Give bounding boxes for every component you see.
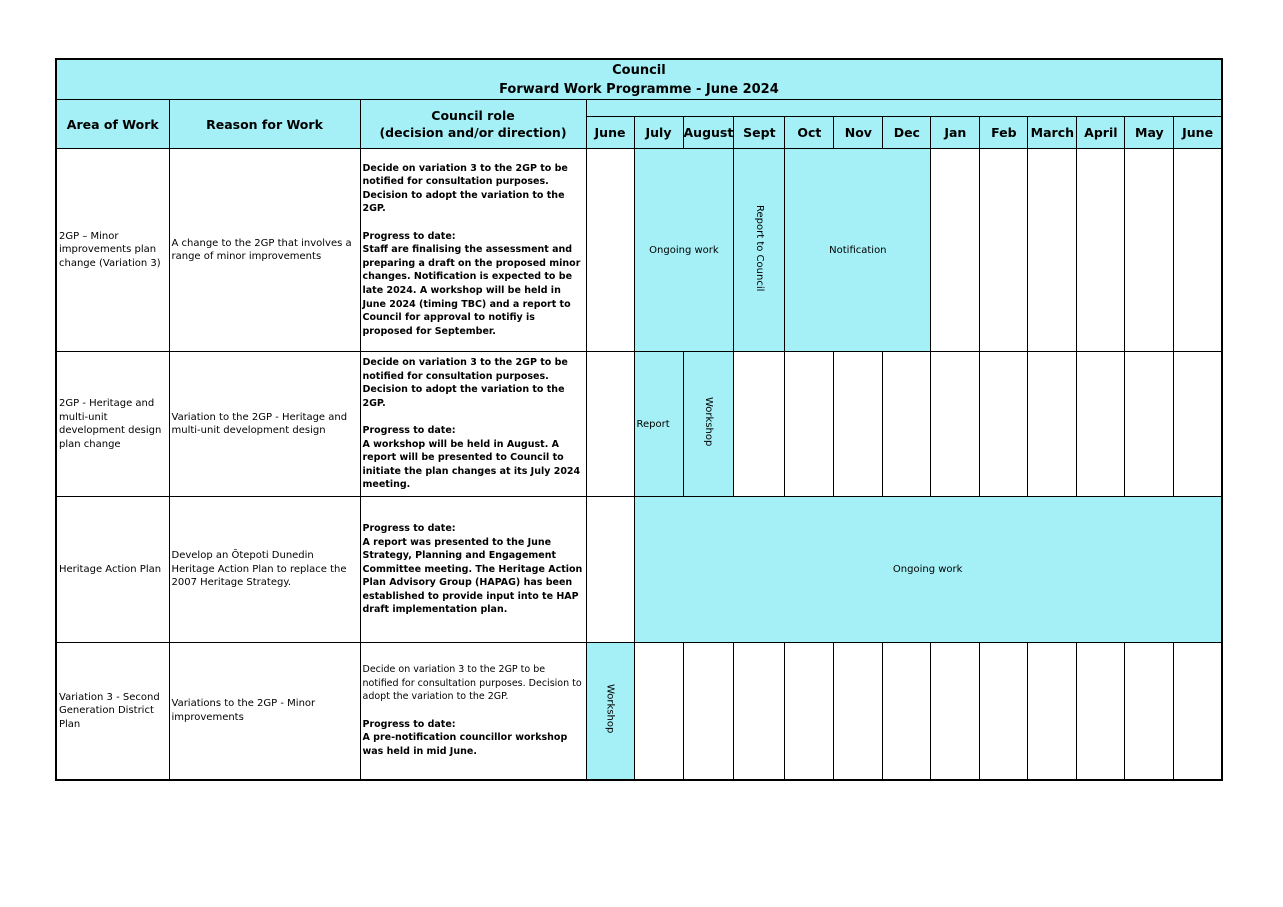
empty-month-cell — [1174, 149, 1222, 352]
forward-work-programme-table — [55, 58, 1223, 781]
progress-label: Progress to date: — [362, 230, 456, 242]
empty-month-cell — [683, 643, 734, 780]
title-line-1: Council — [612, 62, 666, 78]
empty-month-cell — [931, 149, 980, 352]
month-header: June — [1174, 117, 1222, 149]
progress-text: A report was presented to the June Strategy, Planning and Engagement Committee meeting. The Heritage Action Plan Advisory Group (HAPAG) has been established to provide input into te HAP draft implementation plan. — [362, 536, 583, 616]
month-header: Nov — [834, 117, 883, 149]
header-reason-for-work: Reason for Work — [169, 100, 360, 149]
empty-month-cell — [734, 643, 785, 780]
role-intro: Decide on variation 3 to the 2GP to be notified for consultation purposes. Decision to adopt the variation to the 2GP. — [362, 664, 582, 703]
month-header: August — [683, 117, 734, 149]
table-row — [56, 352, 1222, 497]
empty-month-cell — [883, 643, 931, 780]
month-header: April — [1077, 117, 1125, 149]
table-row — [56, 643, 1222, 780]
reason-for-work-cell: Develop an Ōtepoti Dunedin Heritage Action Plan to replace the 2007 Heritage Strategy. — [169, 497, 360, 643]
empty-month-cell — [734, 352, 785, 497]
report-to-council-bar — [734, 149, 785, 352]
empty-month-cell — [1125, 643, 1174, 780]
month-header: Sept — [734, 117, 785, 149]
empty-month-cell — [931, 352, 980, 497]
council-role-cell — [360, 149, 586, 352]
month-header-spacer — [586, 100, 1222, 117]
report-to-council-label: Report to Council — [753, 204, 765, 292]
table-row — [56, 149, 1222, 352]
empty-month-cell — [1077, 352, 1125, 497]
empty-month-cell — [785, 643, 834, 780]
header-council-role-line-2: (decision and/or direction) — [379, 125, 567, 140]
area-of-work-cell: Heritage Action Plan — [56, 497, 169, 643]
empty-month-cell — [931, 643, 980, 780]
council-role-cell — [360, 497, 586, 643]
empty-month-cell — [1028, 352, 1077, 497]
empty-month-cell — [785, 352, 834, 497]
month-header: July — [634, 117, 683, 149]
header-area-of-work: Area of Work — [56, 100, 169, 149]
progress-block — [363, 522, 584, 617]
empty-month-cell — [1174, 352, 1222, 497]
progress-text: A workshop will be held in August. A report will be presented to Council to initiate the plan changes at its July 2024 meeting. — [362, 438, 581, 491]
empty-month-cell — [1028, 149, 1077, 352]
empty-month-cell — [586, 497, 634, 643]
reason-for-work-cell: Variations to the 2GP - Minor improvements — [169, 643, 360, 780]
month-header: Oct — [785, 117, 834, 149]
empty-month-cell — [586, 352, 634, 497]
progress-text: Staff are finalising the assessment and preparing a draft on the proposed minor changes. Notification is expected to be late 2024. A workshop will be held in June 2024 (timing TBC) and a report to Council for approval to notifiy is proposed for September. — [362, 244, 581, 337]
empty-month-cell — [834, 352, 883, 497]
progress-label: Progress to date: — [362, 425, 456, 436]
progress-block — [363, 718, 584, 759]
progress-block — [363, 424, 584, 492]
area-of-work-cell: Variation 3 - Second Generation District Plan — [56, 643, 169, 780]
council-role-cell — [360, 643, 586, 780]
council-role-cell — [360, 352, 586, 497]
empty-month-cell — [980, 643, 1028, 780]
month-header: Dec — [883, 117, 931, 149]
reason-for-work-cell: Variation to the 2GP - Heritage and multi-unit development design — [169, 352, 360, 497]
progress-block — [363, 230, 584, 339]
empty-month-cell — [980, 352, 1028, 497]
progress-text: A pre-notification councillor workshop was held in mid June. — [362, 732, 568, 757]
month-header: Feb — [980, 117, 1028, 149]
workshop-bar — [586, 643, 634, 780]
header-council-role-line-1: Council role — [431, 108, 515, 123]
role-intro: Decide on variation 3 to the 2GP to be notified for consultation purposes. Decision to adopt the variation to the 2GP. — [362, 162, 568, 215]
notification-bar: Notification — [785, 149, 931, 352]
empty-month-cell — [586, 149, 634, 352]
ongoing-work-bar: Ongoing work — [634, 497, 1222, 643]
header-council-role — [360, 100, 586, 149]
empty-month-cell — [834, 643, 883, 780]
progress-label: Progress to date: — [362, 522, 456, 534]
role-intro: Decide on variation 3 to the 2GP to be notified for consultation purposes. Decision to adopt the variation to the 2GP. — [362, 357, 568, 409]
progress-label: Progress to date: — [362, 718, 456, 730]
empty-month-cell — [980, 149, 1028, 352]
title-line-2: Forward Work Programme - June 2024 — [499, 81, 779, 97]
workshop-bar — [683, 352, 734, 497]
table-title — [56, 59, 1222, 100]
empty-month-cell — [883, 352, 931, 497]
empty-month-cell — [1028, 643, 1077, 780]
empty-month-cell — [1077, 643, 1125, 780]
report-bar: Report — [634, 352, 683, 497]
area-of-work-cell: 2GP – Minor improvements plan change (Variation 3) — [56, 149, 169, 352]
workshop-label: Workshop — [604, 684, 616, 734]
empty-month-cell — [1125, 352, 1174, 497]
month-header: March — [1028, 117, 1077, 149]
month-header: May — [1125, 117, 1174, 149]
area-of-work-cell: 2GP - Heritage and multi-unit development design plan change — [56, 352, 169, 497]
month-header: Jan — [931, 117, 980, 149]
empty-month-cell — [1125, 149, 1174, 352]
empty-month-cell — [1174, 643, 1222, 780]
month-header: June — [586, 117, 634, 149]
reason-for-work-cell: A change to the 2GP that involves a range of minor improvements — [169, 149, 360, 352]
workshop-label: Workshop — [702, 397, 714, 447]
table-row — [56, 497, 1222, 643]
empty-month-cell — [634, 643, 683, 780]
empty-month-cell — [1077, 149, 1125, 352]
ongoing-work-bar: Ongoing work — [634, 149, 734, 352]
